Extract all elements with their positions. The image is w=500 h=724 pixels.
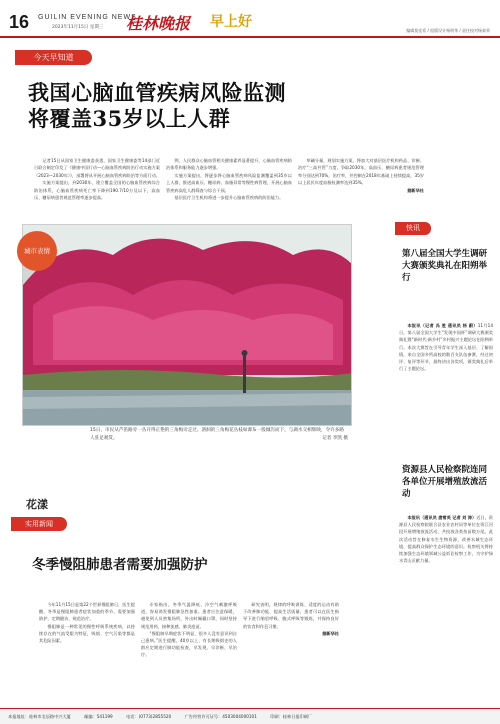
sidebar-news2-headline: 资源县人民检察院连同各单位开展增殖放流活动 (402, 465, 488, 499)
story2-columns (39, 601, 339, 659)
page-number: 16 (9, 12, 30, 32)
story2-paragraph: “慢阻肺早期症状不明显，很多人没有意识到自己患病。”医生提醒，40岁以上、有长期吸烟史的人群应定期进行肺功能检查，早发现、早诊断、早治疗。 (141, 630, 237, 658)
photo-title: 花漾 (26, 498, 48, 511)
masthead: 桂林晚报 (126, 14, 191, 33)
story1-paragraph: 基层医疗卫生机构将进一步提升心脑血管疾病的防治能力。 (174, 195, 284, 201)
page-footer (0, 708, 500, 724)
story2-paragraph: 今年11月15日是第22个世界慢阻肺日，医生提醒，冬季是慢阻肺患者症状加重的季节，需要加强防护，定期随访，规范治疗。 (39, 602, 135, 622)
sidebar-news1-lead: 本报讯（记者 冯 胜 通讯员 杨 蔚） (407, 323, 478, 328)
story2-paragraph: 研究表明，规律的呼吸训练、适度的运动有助于改善肺功能、提高生活质量。患者可以在医生指导下进行缩唇呼吸、腹式呼吸等锻炼，并保持良好的饮食和作息习惯。 (243, 602, 339, 629)
footer-item: 本报地址：桂林市北辰路中兴大厦 (8, 714, 71, 719)
tag-practical-news: 实用新闻 (11, 517, 67, 531)
issue-date: 2023年11月15日 星期三 (52, 25, 104, 30)
sidebar-news2-text: 近日，资源县人民检察院联合县农业农村局等单位在资江河段开展增殖放流活动，共投放各类鱼苗数万尾。此次活动旨在修复水生生物资源，改善水域生态环境，提高群众保护生态环境的意识。检察机关将持续加强生态环境领域公益诉讼检察工作，为守护绿水青山贡献力量。 (399, 515, 493, 564)
story1-column-2 (166, 157, 292, 201)
section-name: 早上好 (210, 14, 252, 30)
story1-paragraph: 记者15日从国家卫生健康委获悉，国家卫生健康委等14部门近日联合制定印发了《健康中国行动—心脑血管疾病防治行动实施方案（2023—2030年）》，部署将从开展心脑血管疾病防治等方面行动。 (34, 158, 161, 178)
paper-name-en: GUILIN EVENING NEWS (38, 14, 137, 21)
story2-byline: 据新华社 (322, 630, 339, 636)
bougainvillea-photo-illustration (23, 225, 352, 426)
photo-credit: 记者 李凯 摄 (322, 436, 348, 441)
tag-city-expression: 城市表情 (17, 231, 57, 271)
header-rule (0, 36, 500, 38)
story2-column-2 (141, 601, 237, 659)
story2-column-3 (243, 601, 339, 659)
photo-caption-text: 15日，市民从芦笛路旁一丛开得正艳的三角梅旁走过。溶洞的三角梅花丛枝如瀑布一般倾泻而下，与湖水交相辉映，令许多路人驻足观赏。 (90, 428, 344, 441)
footer-item: 电话：(0773)2855520 (126, 714, 172, 719)
main-headline (28, 80, 388, 132)
footer-item: 印刷：桂林日报印刷厂 (270, 714, 313, 719)
main-headline-line1: 我国心脑血管疾病风险监测 (28, 80, 286, 105)
story1-byline: 据新华社 (407, 187, 424, 193)
footer-item: 广告经营许可证号：4503004000101 (184, 714, 257, 719)
sidebar-news1-headline: 第八届全国大学生调研大赛颁奖典礼在阳朔举行 (402, 249, 488, 283)
tag-today: 今天早知道 (15, 50, 92, 65)
header-editors: 编辑莫佳希 / 组版设计杨明华 / 责任校对杨泰荣 (406, 28, 490, 33)
story1-paragraph: 草碱分量，规划实施方案，将加大对基层医疗机构药品、诊断、治疗“三高共管”力度，争取2030年，高血压、糖尿病患者规范管理率分别达到70%，治疗率，并控制在2018年基础上持续提高，35岁以上居民年度血脂检测率达到35%。 (298, 158, 424, 186)
story1-column-1 (34, 157, 160, 201)
story2-column-1 (39, 601, 135, 659)
footer-item: 邮编：541199 (84, 714, 113, 719)
story1-paragraph: 例，人民群众心脑血管相关健康素养显著提升，心脑血管疾病防治体系和服务能力逐步增强。 (166, 158, 292, 171)
main-headline-line2: 将覆盖35岁以上人群 (28, 106, 231, 131)
sidebar-news1-text: 11月14日，第八届全国大学生“发现中国杯”调研大赛颁奖典礼暨“新时代·新乡村”乡村振兴主题论坛在阳朔举行。本次大赛旨在引导青年学生深入基层、了解国情，来自全国多所高校的数百支队伍参赛，经过初评、复评等环节，最终决出各奖项，颁奖典礼后举行了主题论坛。 (399, 323, 493, 372)
sidebar-news1-body (399, 322, 493, 372)
story2-headline: 冬季慢阻肺患者需要加强防护 (32, 557, 208, 573)
story2-paragraph: 专家指出，冬季气温降低，冷空气刺激呼吸道，容易诱发慢阻肺急性加重。患者应注意保暖，避免到人员密集场所，外出时佩戴口罩，同时坚持规范用药，接种流感、肺炎疫苗。 (141, 602, 237, 629)
story1-paragraph: 实施方案提出，到2030年，建立覆盖全国的心脑血管疾病综合防治体系，心脑血管疾病死亡率下降到190.7/10万及以下，高血压、糖尿病患者规范管理率逐步提高。 (34, 180, 160, 201)
photo-caption (90, 427, 348, 443)
tag-brief-news: 快讯 (395, 222, 431, 235)
story1-paragraph: 实施方案提出，将逐步将心脑血管疾病风险监测覆盖到35岁以上人群，推进高血压、糖尿病、血脂异常等慢性病管理，开展心脑血管疾病高危人群筛查与综合干预。 (166, 172, 292, 193)
sidebar-news2-body (399, 514, 493, 564)
story1-columns (34, 157, 442, 201)
story1-column-3 (298, 157, 424, 201)
sidebar-news2-lead: 本报讯（通讯员 唐雪英 记者 刘 涛） (407, 515, 477, 520)
story2-paragraph: 慢阻肺是一种常见的慢性呼吸系统疾病，以持续存在的气流受限为特征，吸烟、空气污染等都是其危险因素。 (39, 623, 135, 644)
news-photo (22, 224, 352, 426)
